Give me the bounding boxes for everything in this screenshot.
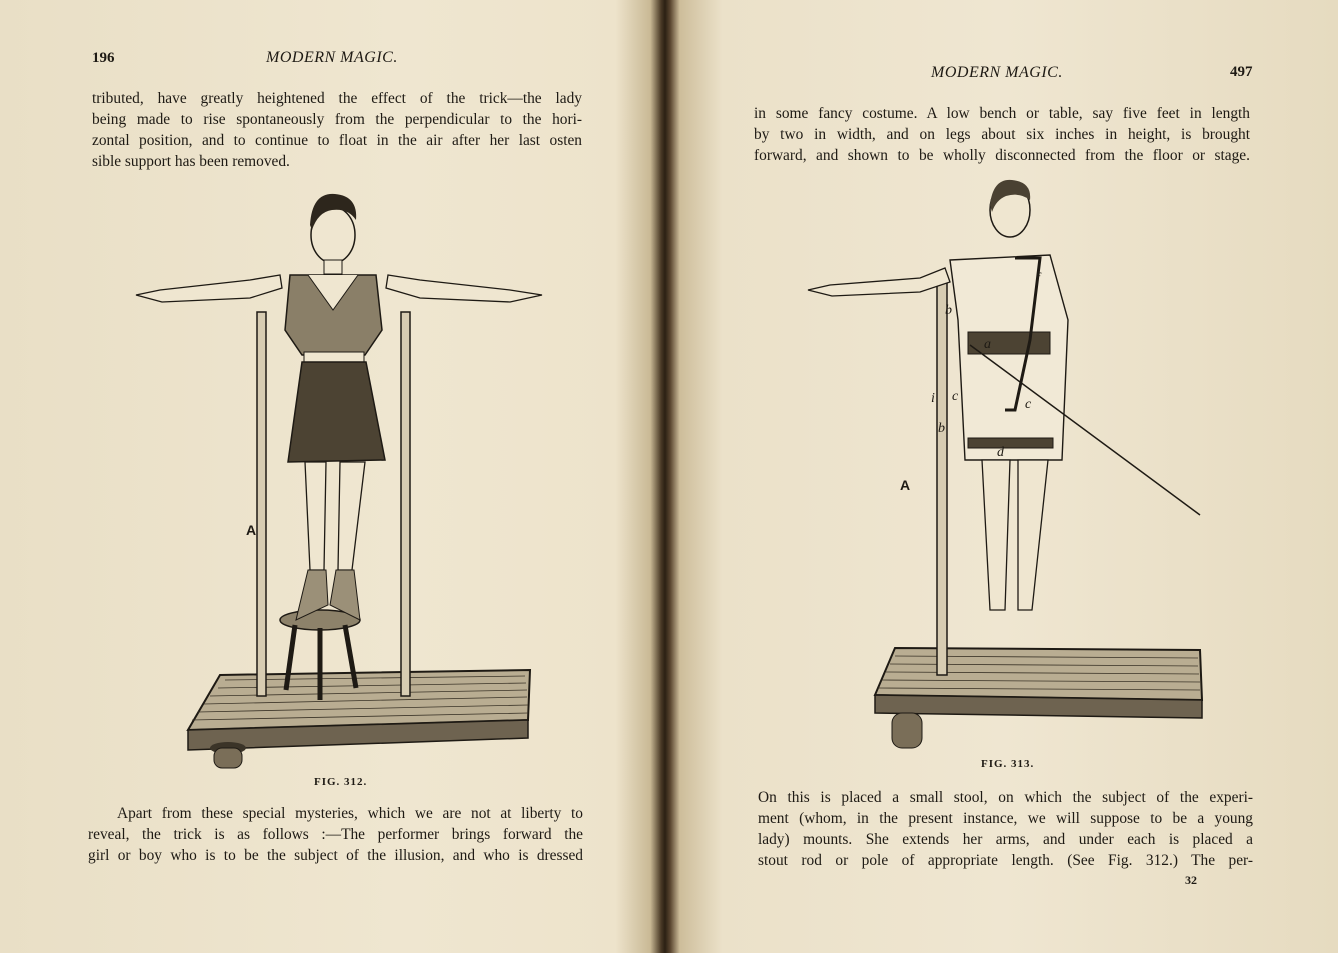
label-a-strap: a (984, 337, 991, 352)
text-line: girl or boy who is to be the subject of the illusion, and who is dressed (88, 847, 583, 864)
text-line: reveal, the trick is as follows :—The performer brings forward the (88, 826, 583, 843)
left-page (0, 0, 655, 953)
figure-312-illustration (120, 180, 550, 780)
label-f: f (1036, 271, 1040, 286)
label-d: d (997, 445, 1004, 460)
right-page (675, 0, 1338, 953)
text-line: sible support has been removed. (92, 153, 290, 170)
figure-caption: FIG. 313. (981, 758, 1035, 770)
text-line: in some fancy costume. A low bench or table, say five feet in length (754, 105, 1250, 122)
label-b-lower: b (938, 421, 945, 436)
label-i: i (931, 391, 935, 406)
text-line: lady) mounts. She extends her arms, and under each is placed a (758, 831, 1253, 848)
label-a: A (246, 522, 257, 538)
page-number: 497 (1230, 64, 1253, 80)
signature-mark: 32 (1185, 873, 1197, 887)
text-line: being made to rise spontaneously from the perpendicular to the hori- (92, 111, 582, 128)
text-line: forward, and shown to be wholly disconnected from the floor or stage. (754, 147, 1250, 164)
running-head: MODERN MAGIC. (931, 64, 1063, 81)
text-line: tributed, have greatly heightened the effect of the trick—the lady (92, 90, 582, 107)
figure-caption: FIG. 312. (314, 776, 368, 788)
text-line: ment (whom, in the present instance, we will suppose to be a young (758, 810, 1253, 827)
text-line: stout rod or pole of appropriate length. (See Fig. 312.) The per- (758, 852, 1253, 869)
running-head: MODERN MAGIC. (266, 49, 398, 66)
text-line: zontal position, and to continue to float in the air after her last osten (92, 132, 582, 149)
label-a: A (900, 477, 911, 493)
label-c-right: c (1025, 397, 1032, 412)
text-line: by two in width, and on legs about six inches in height, is brought (754, 126, 1250, 143)
text-line: On this is placed a small stool, on which the subject of the experi- (758, 789, 1253, 806)
label-c-left: c (952, 389, 959, 404)
label-b-upper: b (945, 303, 952, 318)
page-number: 196 (92, 50, 115, 66)
figure-313-illustration (800, 170, 1220, 760)
text-line: Apart from these special mysteries, which we are not at liberty to (117, 805, 583, 822)
